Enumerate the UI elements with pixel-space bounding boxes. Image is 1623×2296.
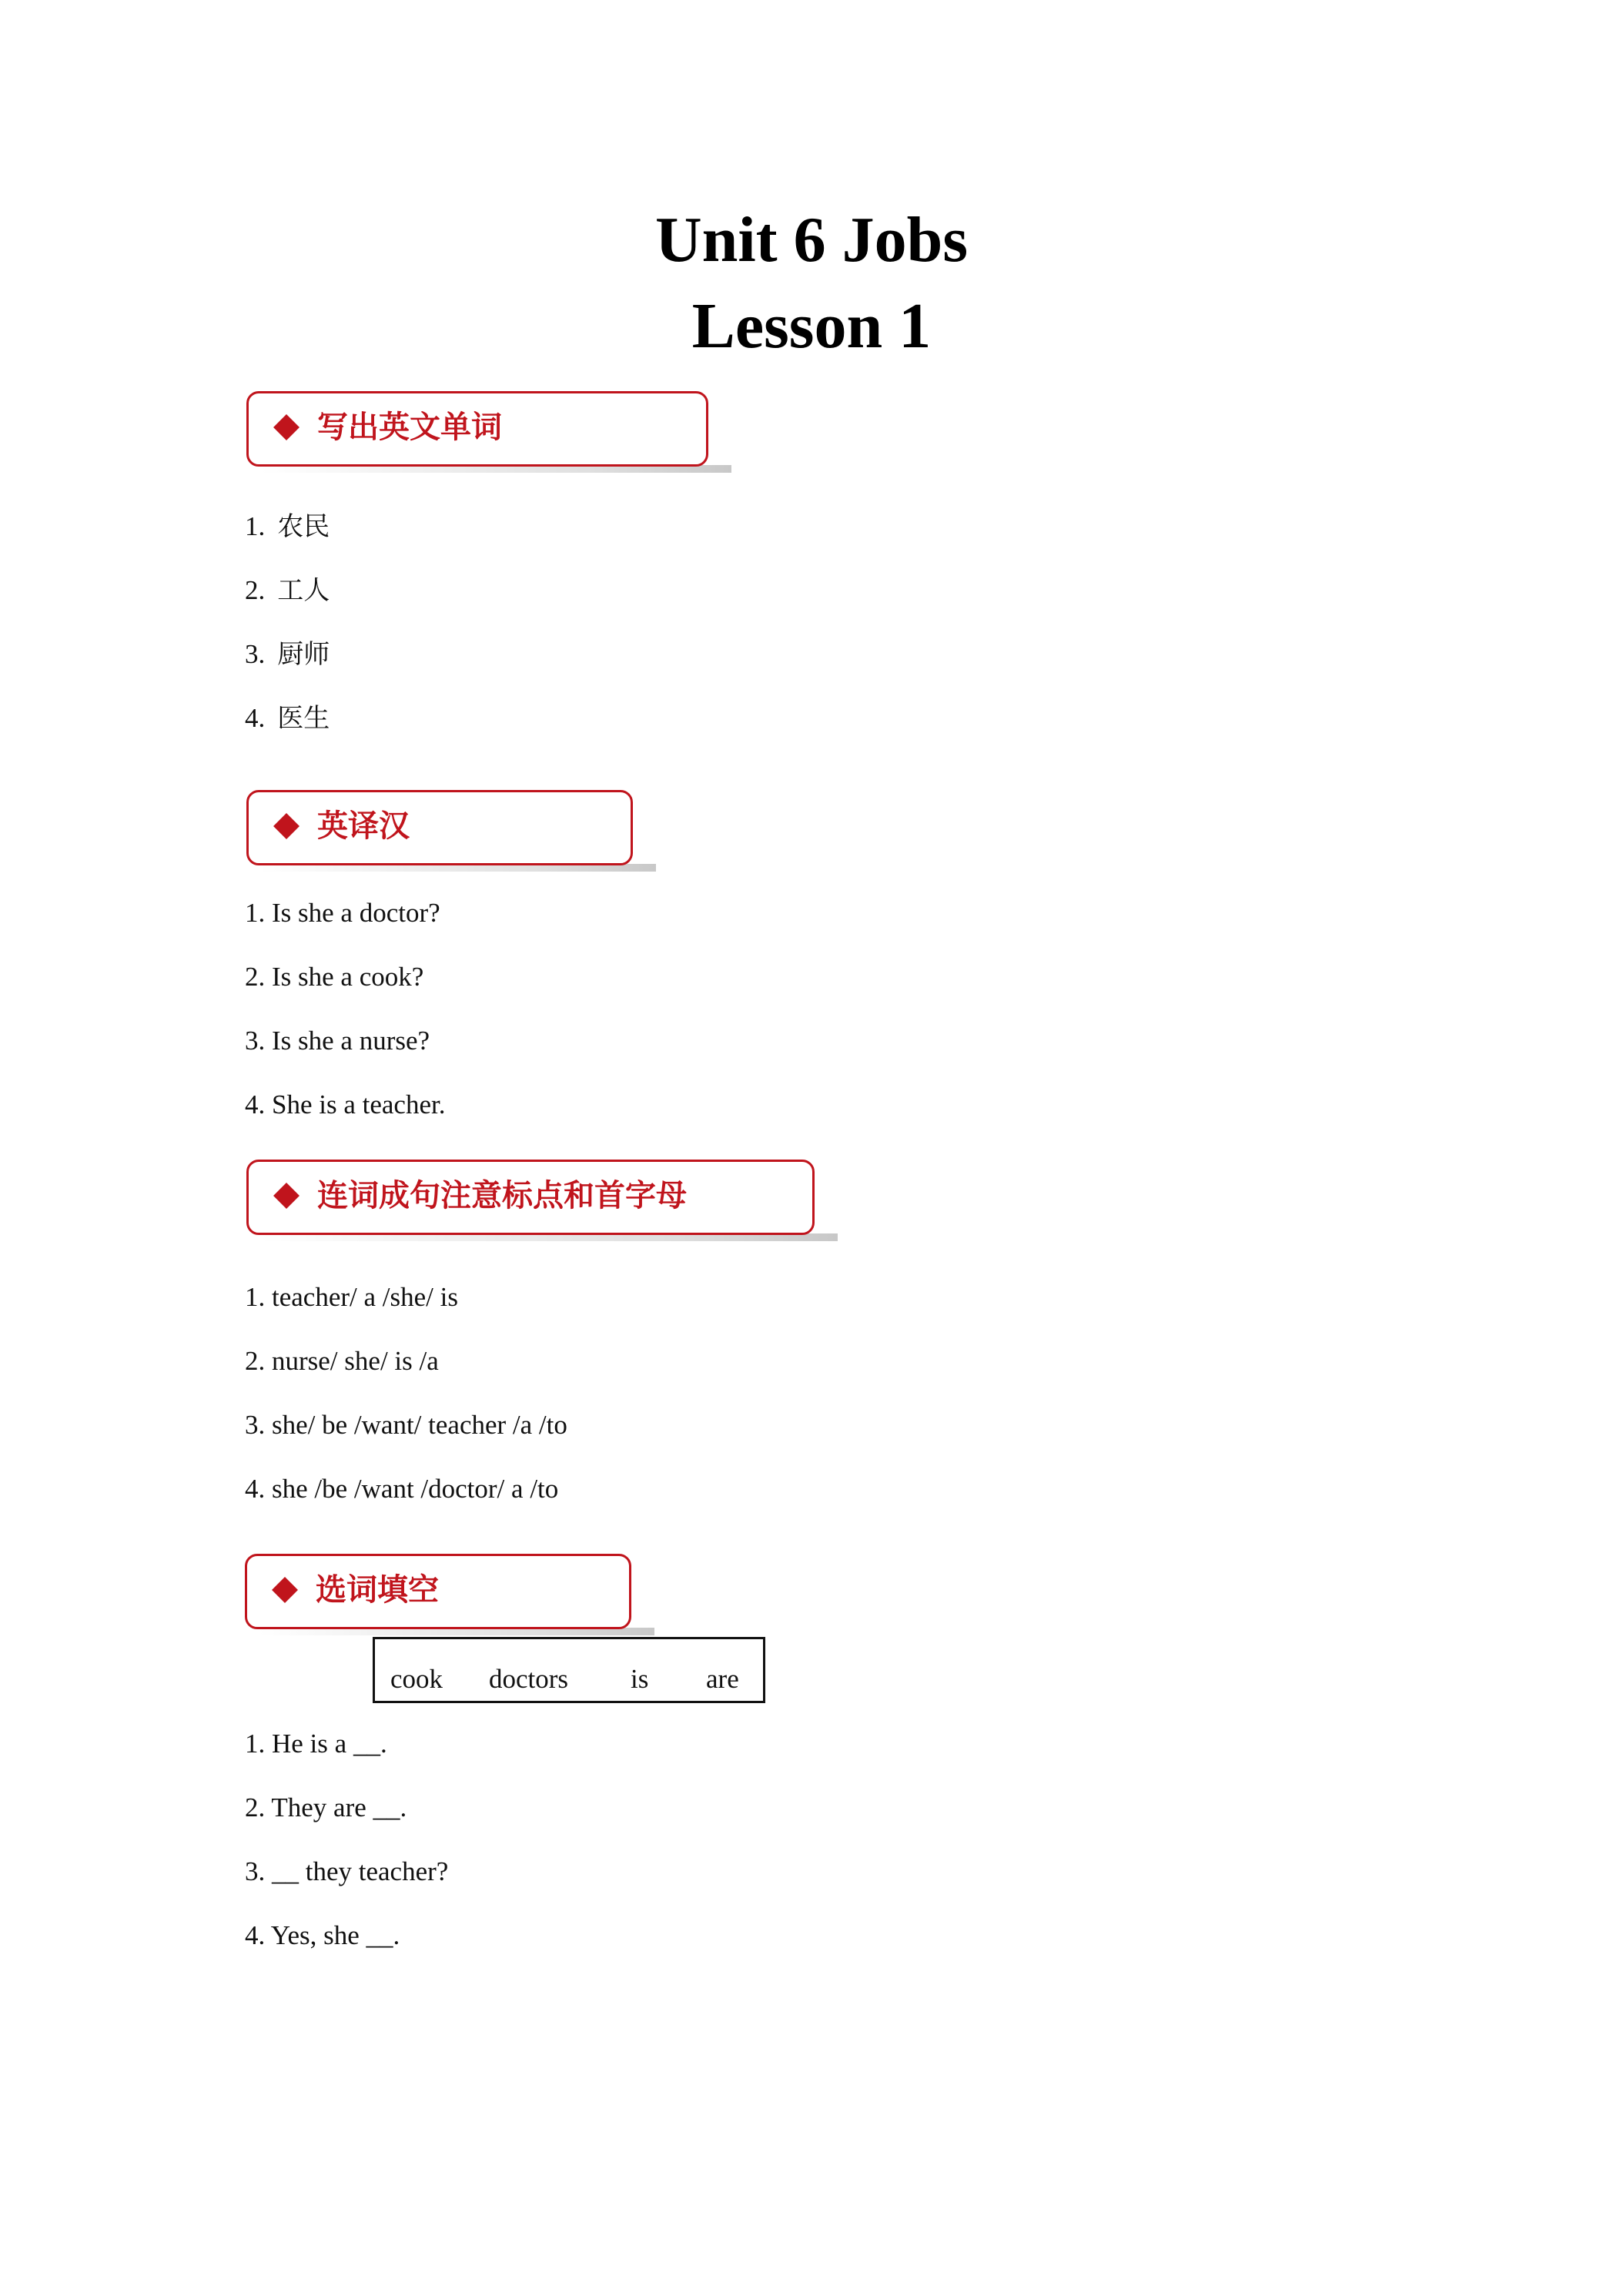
section-label: 写出英文单词 [317,410,502,445]
list-item [245,1344,439,1378]
list-item [245,1919,400,1953]
item-number: 1. [245,511,266,541]
item-text: 工人 [277,575,330,606]
item-number: 3. [245,639,266,669]
item-text: Is she a cook? [272,962,424,992]
list-item [245,1280,458,1314]
item-text: 农民 [277,511,330,542]
section-label: 英译汉 [317,808,410,844]
item-number: 1. [245,898,266,928]
item-text: __ they teacher? [272,1856,449,1886]
section-header-build-sentences [246,1160,815,1235]
list-item [245,574,330,607]
item-text: she /be /want /doctor/ a /to [272,1474,559,1504]
item-text: Is she a nurse? [272,1026,430,1056]
word-bank-item: doctors [489,1664,569,1694]
item-text: He is a __. [272,1729,387,1759]
page-title: Unit 6 Jobs [654,204,969,276]
item-number: 2. [245,1792,266,1822]
section-label: 选词填空 [316,1572,439,1608]
item-number: 3. [245,1856,266,1886]
list-item [245,1024,430,1058]
section-header-write-words [246,391,708,467]
list-item [245,1088,445,1122]
list-item [245,1472,558,1506]
item-number: 1. [245,1282,266,1312]
item-text: 厨师 [277,639,330,670]
list-item [245,1727,387,1761]
list-item [245,510,330,544]
section-header-translate [246,790,633,865]
item-number: 2. [245,962,266,992]
item-number: 4. [245,1920,266,1950]
word-bank [373,1637,765,1703]
item-text: She is a teacher. [272,1089,446,1120]
item-number: 3. [245,1026,266,1056]
item-number: 3. [245,1410,266,1440]
item-text: teacher/ a /she/ is [272,1282,458,1312]
header-box [246,790,633,865]
item-text: she/ be /want/ teacher /a /to [272,1410,567,1440]
word-bank-item: are [706,1664,739,1694]
item-text: 医生 [277,703,330,734]
item-number: 4. [245,1089,266,1120]
section-header-fill-blanks [245,1554,631,1629]
list-item [245,1855,448,1889]
list-item [245,1791,407,1825]
item-text: They are __. [271,1792,407,1822]
item-text: Is she a doctor? [272,898,440,928]
page-subtitle: Lesson 1 [691,290,932,362]
item-text: nurse/ she/ is /a [272,1346,439,1376]
item-text: Yes, she __. [270,1920,400,1950]
list-item [245,960,423,994]
word-bank-item: is [631,1664,649,1694]
item-number: 1. [245,1729,266,1759]
section-label: 连词成句注意标点和首字母 [317,1178,687,1213]
list-item [245,701,330,735]
item-number: 4. [245,1474,266,1504]
word-bank-item: cook [390,1664,443,1694]
item-number: 4. [245,703,266,733]
item-number: 2. [245,575,266,605]
list-item [245,896,440,930]
list-item [245,638,330,671]
list-item [245,1408,567,1442]
item-number: 2. [245,1346,266,1376]
